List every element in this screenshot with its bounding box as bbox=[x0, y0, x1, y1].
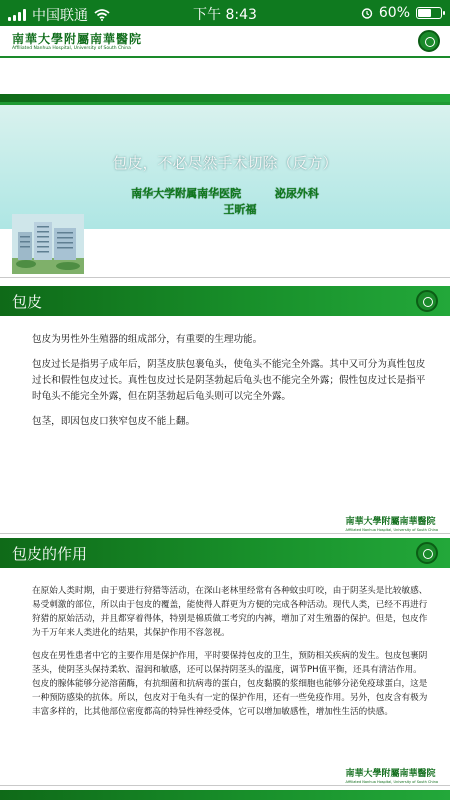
slide-header bbox=[0, 26, 450, 58]
paragraph: 在原始人类时期，由于要进行狩猎等活动，在深山老林里经常有各种蚊虫叮咬，由于阴茎头是比较敏感、易受刺激的部位，所以由于包皮的覆盖，能使得人群更为方便的完成各种活动。现代人类，已经不再进行狩猎的原始活动，并且都穿着得体，特别是棉质做工考究的内裤，增加了对生殖器的保护。但是，包皮作为千万年来人类进化的结果，其保护作用不容忽视。 bbox=[32, 586, 428, 638]
paragraph: 包皮在男性患者中它的主要作用是保护作用，平时要保持包皮的卫生，预防相关疾病的发生。包皮包裹阴茎头，使阴茎头保持柔软、湿润和敏感，还可以保持阴茎头的温度，调节PH值平衡，还具有清洁作用。包皮的腺体能够分泌溶菌酶，有抗细菌和抗病毒的蛋白，包皮黏膜的浆细胞也能够分泌免疫球蛋白，这是一种预防感染的抗体。所以，包皮对于龟头有一定的保护作用，还有一些免疫作用。另外，包皮含有极为丰富多样的，比其他部位密度都高的特异性神经受体，它可以增加敏感性，增加性生活的快感。 bbox=[32, 651, 428, 717]
hospital-emblem-icon bbox=[416, 542, 438, 564]
subtitle-author: 王昕福 bbox=[223, 203, 257, 216]
clock: 下午 8:43 bbox=[193, 7, 257, 23]
status-bar bbox=[0, 0, 450, 26]
paragraph: 包皮过长是指男子成年后，阴茎皮肤包裹龟头，使龟头不能完全外露。其中又可分为真性包皮过长和假性包皮过长。真性包皮过长是阴茎勃起后龟头也不能完全外露；假性包皮过长是指平时龟头不能完全外露，但在阴茎勃起后龟头则可以完全外露。 bbox=[32, 359, 426, 402]
alarm-icon bbox=[361, 7, 373, 19]
slide-text bbox=[32, 332, 428, 439]
subtitle-organization: 南华大学附属南华医院 bbox=[131, 187, 242, 200]
subtitle-department: 泌尿外科 bbox=[274, 187, 319, 200]
battery-icon bbox=[416, 7, 442, 19]
hospital-logo: 南華大學附屬南華醫院 bbox=[12, 32, 143, 46]
slide-title: 包皮，不必尽然手术切除（反方） bbox=[112, 154, 338, 172]
footer-logo bbox=[346, 514, 438, 532]
paragraph: 包茎，即因包皮口狭窄包皮不能上翻。 bbox=[32, 416, 196, 427]
foreskin-function-slide bbox=[0, 538, 450, 786]
hospital-logo-subtitle: Affiliated Nanhua Hospital, University of South China bbox=[12, 46, 131, 51]
footer-logo-subtitle: Affiliated Nanhua Hospital, University of South China bbox=[345, 780, 438, 784]
footer-logo bbox=[346, 766, 438, 784]
hospital-emblem-icon bbox=[416, 290, 438, 312]
next-slide-partial bbox=[0, 790, 450, 800]
subtitle-line-1 bbox=[0, 185, 450, 201]
title-slide bbox=[0, 26, 450, 278]
slide-heading: 包皮的作用 bbox=[12, 545, 88, 563]
slide-header-banner bbox=[0, 790, 450, 800]
footer-logo-text: 南華大學附屬南華醫院 bbox=[345, 517, 436, 527]
slide-header-banner bbox=[0, 538, 450, 568]
footer-logo-text: 南華大學附屬南華醫院 bbox=[345, 769, 436, 779]
footer-logo-subtitle: Affiliated Nanhua Hospital, University of South China bbox=[345, 528, 438, 532]
slide-heading: 包皮 bbox=[12, 293, 43, 311]
battery-percent: 60% bbox=[378, 5, 410, 21]
slide-header-banner bbox=[0, 286, 450, 316]
paragraph: 包皮为男性外生殖器的组成部分，有重要的生理功能。 bbox=[32, 334, 263, 345]
carrier-label: 中国联通 bbox=[32, 8, 88, 24]
foreskin-slide bbox=[0, 286, 450, 534]
hospital-building-image bbox=[12, 214, 84, 274]
hospital-emblem-icon bbox=[418, 30, 440, 52]
slide-text bbox=[32, 584, 428, 728]
